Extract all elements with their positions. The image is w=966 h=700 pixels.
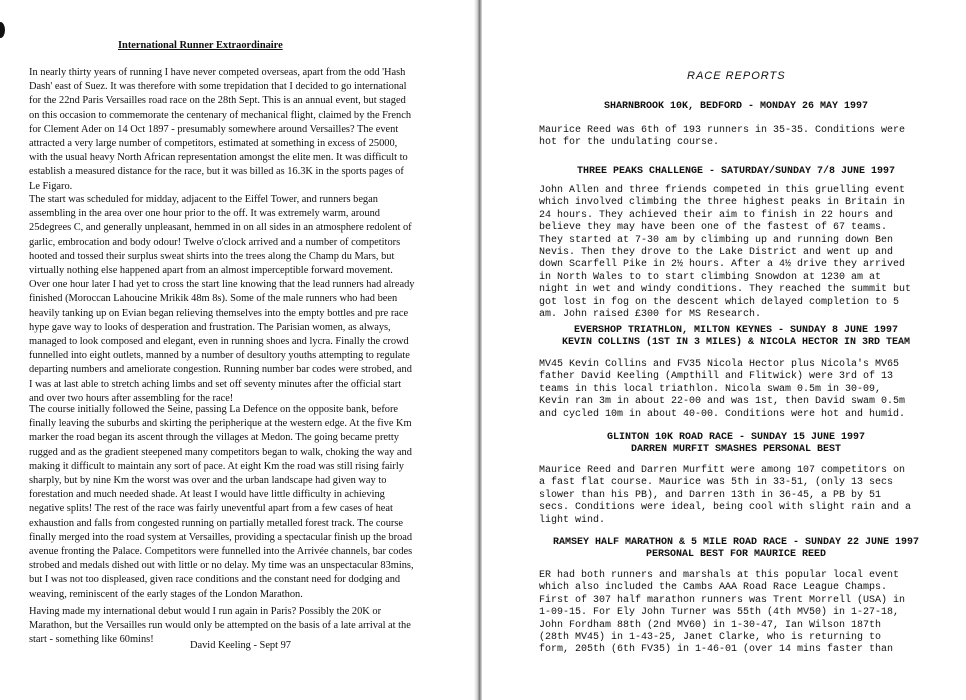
binding-hole-mark: [0, 22, 5, 38]
left-page: [0, 0, 478, 700]
article-paragraph: The start was scheduled for midday, adjacent to the Eiffel Tower, and runners began assembling in the area over one hour prior to the off. It was extremely warm, around 25degrees C, and generally unpleasant, hemmed in on all sides in an atmosphere redolent of garlic, embrocation and body odour! Twelve o'clock arrived and a number of competitors hooted and tossed their surplus sweat shirts into the trees along the Champ du Mars, but virtually nothing else happened apart from an almost imperceptible forward movement. Over one hour later I had yet to cross the start line knowing that the lead runners had already finished (Moroccan Lahoucine Mrikik 48m 8s). Some of the male runners who had been heavily tanking up on Evian began relieving themselves into the empty bottles and pre race hype gave way to looks of desperation and frustration. The Parisian women, as always, managed to look composed and elegant, even in running shoes and lycra. Finally the crowd funnelled into eight outlets, manned by a number of desultory youths attempting to regulate departing numbers and ameliorate congestion. Running number bar codes were strobed, and I was at last able to stretch aching limbs and set off seventy minutes after the official start and over two hours after assembling for the race!: [29, 194, 415, 404]
article-paragraph: Having made my international debut would I run again in Paris? Possibly the 20K or Marathon, but the Versailles run would only be attempted on the basis of a late arrival at the start - something like 60mins!: [29, 606, 411, 646]
report-body: Maurice Reed and Darren Murfitt were among 107 competitors on a fast flat course. Maurice was 5th in 33-51, (only 13 secs slower than his PB), and Darren 13th in 36-45, a PB by 51 secs. Conditions were ideal, being cool with slight rain and a light wind.: [539, 465, 912, 526]
report-body: Maurice Reed was 6th of 193 runners in 35-35. Conditions were hot for the undulating course.: [539, 125, 906, 149]
report-heading: EVERSHOP TRIATHLON, MILTON KEYNES - SUNDAY 8 JUNE 1997 KEVIN COLLINS (1ST IN 3 MILES) & NICOLA HECTOR IN 3RD TEAM: [561, 325, 911, 349]
right-page: [482, 0, 966, 700]
article-paragraph: In nearly thirty years of running I have never competed overseas, apart from the odd 'Hash Dash' east of Suez. It was therefore with some trepidation that I decided to go international for the 22nd Paris Versailles road race on the 28th Sept. This is an annual event, but staged on this occasion to commemorate the centenary of mechanical flight, claimed by the French for Clement Ader on 14 Oct 1897 - presumably somewhere around Versailles? The event attracted a very large number of competitors, estimated at something in excess of 25000, with the usual heavy North African representation amongst the elite men. It was difficult to establish a measured distance for the race, but it was billed as 16.3K in the sports pages of Le Figaro.: [29, 67, 412, 192]
report-body: MV45 Kevin Collins and FV35 Nicola Hector plus Nicola's MV65 father David Keeling (Ampthill and Flitwick) were 3rd of 13 teams in this local triathlon. Nicola swam 0.5m in 30-09, Kevin ran 3m in about 22-00 and was 1st, then David swam 0.5m and cycled 10m in about 40-00. Conditions were hot and humid.: [539, 359, 906, 420]
article-title: International Runner Extraordinaire: [118, 40, 283, 51]
report-body: ER had both runners and marshals at this popular local event which also included the Cambs AAA Road Race League Champs. First of 307 half marathon runners was Trent Morrell (USA) in 1-09-15. For Ely John Turner was 55th (4th MV50) in 1-27-18, John Fordham 88th (2nd MV60) in 1-30-47, Ian Wilson 187th (28th MV45) in 1-43-25, Janet Clarke, who is returning to form, 205th (6th FV35) in 1-46-01 (over 14 mins faster than: [539, 570, 906, 656]
report-heading: THREE PEAKS CHALLENGE - SATURDAY/SUNDAY 7/8 JUNE 1997: [576, 166, 896, 177]
report-heading: RAMSEY HALF MARATHON & 5 MILE ROAD RACE - SUNDAY 22 JUNE 1997 PERSONAL BEST FOR MAURICE REED: [552, 537, 920, 561]
article-paragraph: The course initially followed the Seine, passing La Defence on the opposite bank, before finally leaving the suburbs and skirting the peripherique at the western edge. At the five Km marker the road began its ascent through the villages at Medon. The going became pretty rugged and as the gradient steepened many competitors began to walk, choking the way and making it difficult to maintain any sort of pace. At eight Km the road was still rising fairly sharply, but by nine Km the worst was over and the urban landscape had given way to forestation and much needed shade. At least I would have little difficulty in achieving negative splits! The rest of the race was fairly uneventful apart from a few cases of heat exhaustion and falls from congested running on partially metalled forest track. The course finally merged into the road system at Versailles, providing a spectacular finish up the broad avenue fronting the Palace. Competitors were funnelled into the Arrivée channels, bar codes strobed and medals dished out with little or no delay. My time was an unspectacular 83mins, but I was not too displeased, given race conditions and the constant need for dodging and weaving, reminiscent of the early stages of the London Marathon.: [29, 404, 414, 600]
race-reports-title: RACE REPORTS: [687, 70, 786, 82]
report-heading: GLINTON 10K ROAD RACE - SUNDAY 15 JUNE 1997 DARREN MURFIT SMASHES PERSONAL BEST: [606, 432, 866, 456]
article-signature: David Keeling - Sept 97: [190, 640, 291, 651]
report-body: John Allen and three friends competed in this gruelling event which involved climbing the three highest peaks in Britain in 24 hours. They achieved their aim to finish in 22 hours and believe they may have been one of the fastest of 67 teams. They started at 7-30 am by climbing up and running down Ben Nevis. Then they drove to the Lake District and went up and down Scarfell Pike in 2½ hours. After a 4½ drive they arrived in North Wales to to start climbing Snowdon at 1230 am at night in wet and windy conditions. They reached the summit but got lost in fog on the descent which delayed completion to 5 am. John raised £300 for MS Research.: [539, 185, 912, 321]
report-heading: SHARNBROOK 10K, BEDFORD - MONDAY 26 MAY 1997: [603, 101, 869, 112]
